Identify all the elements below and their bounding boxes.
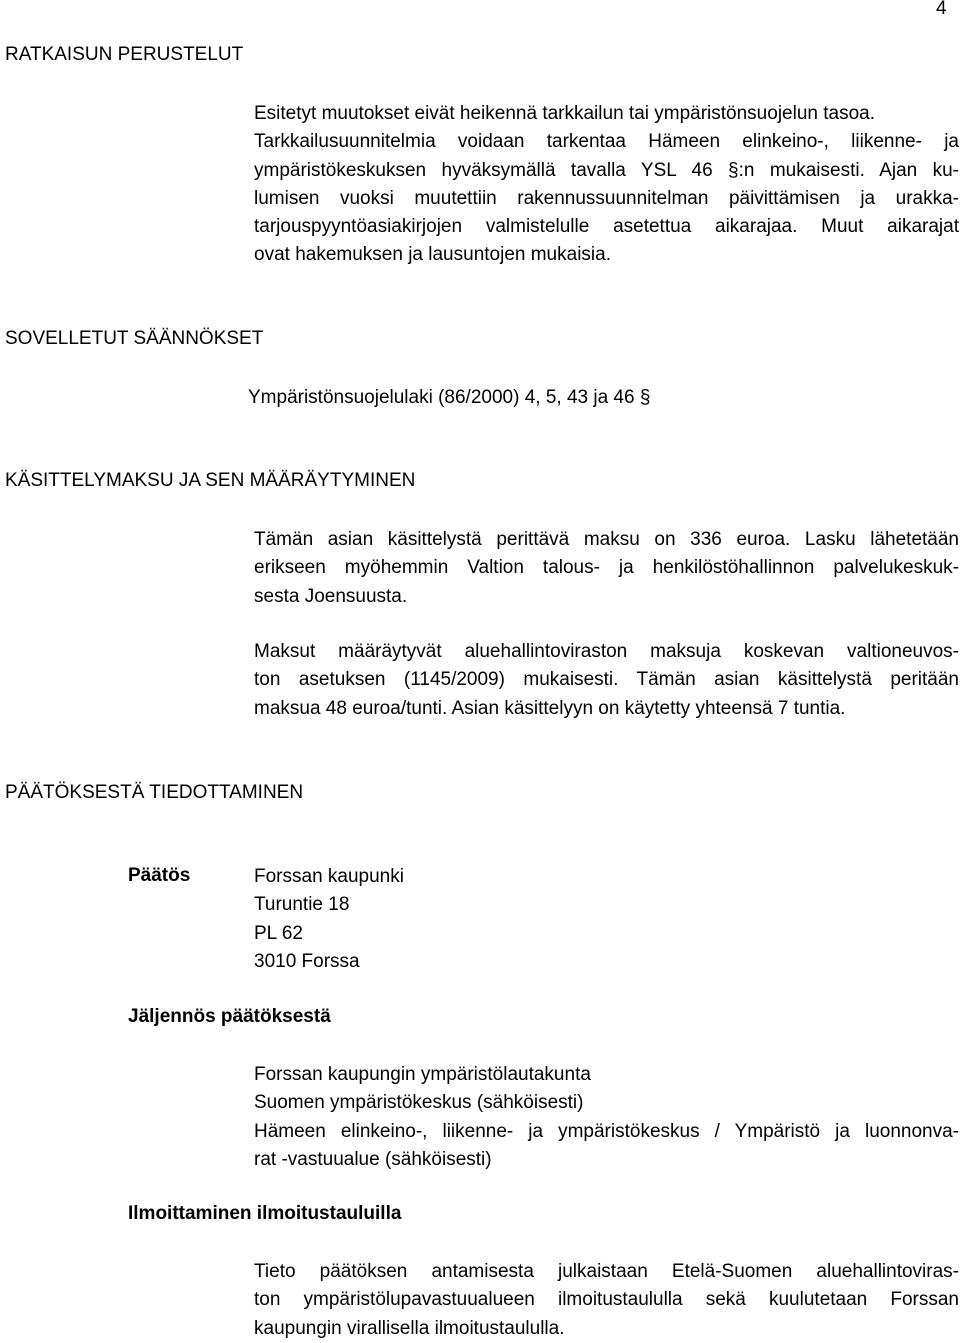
text-line: Tieto päätöksen antamisesta julkaistaan Etelä-Suomen aluehallintoviras- [254, 1261, 959, 1282]
label-jaljennos: Jäljennös päätöksestä [128, 1006, 331, 1027]
text-line: lumisen vuoksi muutettiin rakennussuunnitelman päivittämisen ja urakka- [254, 187, 959, 209]
text-line: kaupungin virallisella ilmoitustaululla. [254, 1317, 565, 1339]
page-number: 4 [936, 0, 947, 19]
text-line: Ympäristönsuojelulaki (86/2000) 4, 5, 43 ja 46 § [248, 387, 651, 408]
text-line: ton ympäristölupavastuualueen ilmoitustaululla sekä kuulutetaan Forssan [254, 1289, 959, 1311]
address-line: PL 62 [254, 922, 303, 944]
recipient-line: Forssan kaupungin ympäristölautakunta [254, 1064, 591, 1085]
label-ilmoittaminen: Ilmoittaminen ilmoitustauluilla [128, 1203, 402, 1224]
text-line: ovat hakemuksen ja lausuntojen mukaisia. [254, 244, 611, 266]
heading-paatoksesta-tiedottaminen: PÄÄTÖKSESTÄ TIEDOTTAMINEN [5, 782, 304, 803]
sovelletut-saannokset-text [248, 384, 953, 412]
text-line: sesta Joensuusta. [254, 585, 408, 607]
heading-kasittelymaksu: KÄSITTELYMAKSU JA SEN MÄÄRÄYTYMINEN [5, 470, 416, 491]
text-line: Tämän asian käsittelystä perittävä maksu on 336 euroa. Lasku lähetetään [254, 529, 959, 550]
label-paatos: Päätös [128, 865, 191, 886]
address-line: 3010 Forssa [254, 950, 360, 972]
ilmoittaminen-paragraph [254, 1258, 959, 1343]
text-line: maksua 48 euroa/tunti. Asian käsittelyyn on käytetty yhteensä 7 tuntia. [254, 697, 846, 719]
heading-sovelletut-saannokset: SOVELLETUT SÄÄNNÖKSET [5, 328, 264, 349]
kasittelymaksu-paragraph-2 [254, 638, 959, 723]
jaljennos-recipients [254, 1061, 959, 1174]
paatos-address [254, 863, 404, 976]
address-line: Turuntie 18 [254, 894, 350, 916]
recipient-line: Suomen ympäristökeskus (sähköisesti) [254, 1092, 584, 1114]
text-line: ympäristökeskuksen hyväksymällä tavalla YSL 46 §:n mukaisesti. Ajan ku- [254, 159, 959, 181]
recipient-line: Hämeen elinkeino-, liikenne- ja ympäristökeskus / Ympäristö ja luonnonva- [254, 1120, 959, 1142]
ratkaisun-perustelut-paragraph [254, 100, 959, 270]
text-line: Tarkkailusuunnitelmia voidaan tarkentaa Hämeen elinkeino-, liikenne- ja [254, 131, 959, 153]
text-line: tarjouspyyntöasiakirjojen valmistelulle asetettua aikarajaa. Muut aikarajat [254, 216, 959, 238]
text-line: ton asetuksen (1145/2009) mukaisesti. Tämän asian käsittelystä peritään [254, 669, 959, 691]
recipient-line: rat -vastuualue (sähköisesti) [254, 1148, 492, 1170]
text-line: Esitetyt muutokset eivät heikennä tarkkailun tai ympäristönsuojelun tasoa. [254, 103, 875, 124]
heading-ratkaisun-perustelut: RATKAISUN PERUSTELUT [5, 44, 244, 65]
kasittelymaksu-paragraph-1 [254, 526, 959, 611]
text-line: Maksut määräytyvät aluehallintoviraston maksuja koskevan valtioneuvos- [254, 641, 959, 662]
address-line: Forssan kaupunki [254, 866, 404, 887]
text-line: erikseen myöhemmin Valtion talous- ja henkilöstöhallinnon palvelukeskuk- [254, 557, 959, 579]
